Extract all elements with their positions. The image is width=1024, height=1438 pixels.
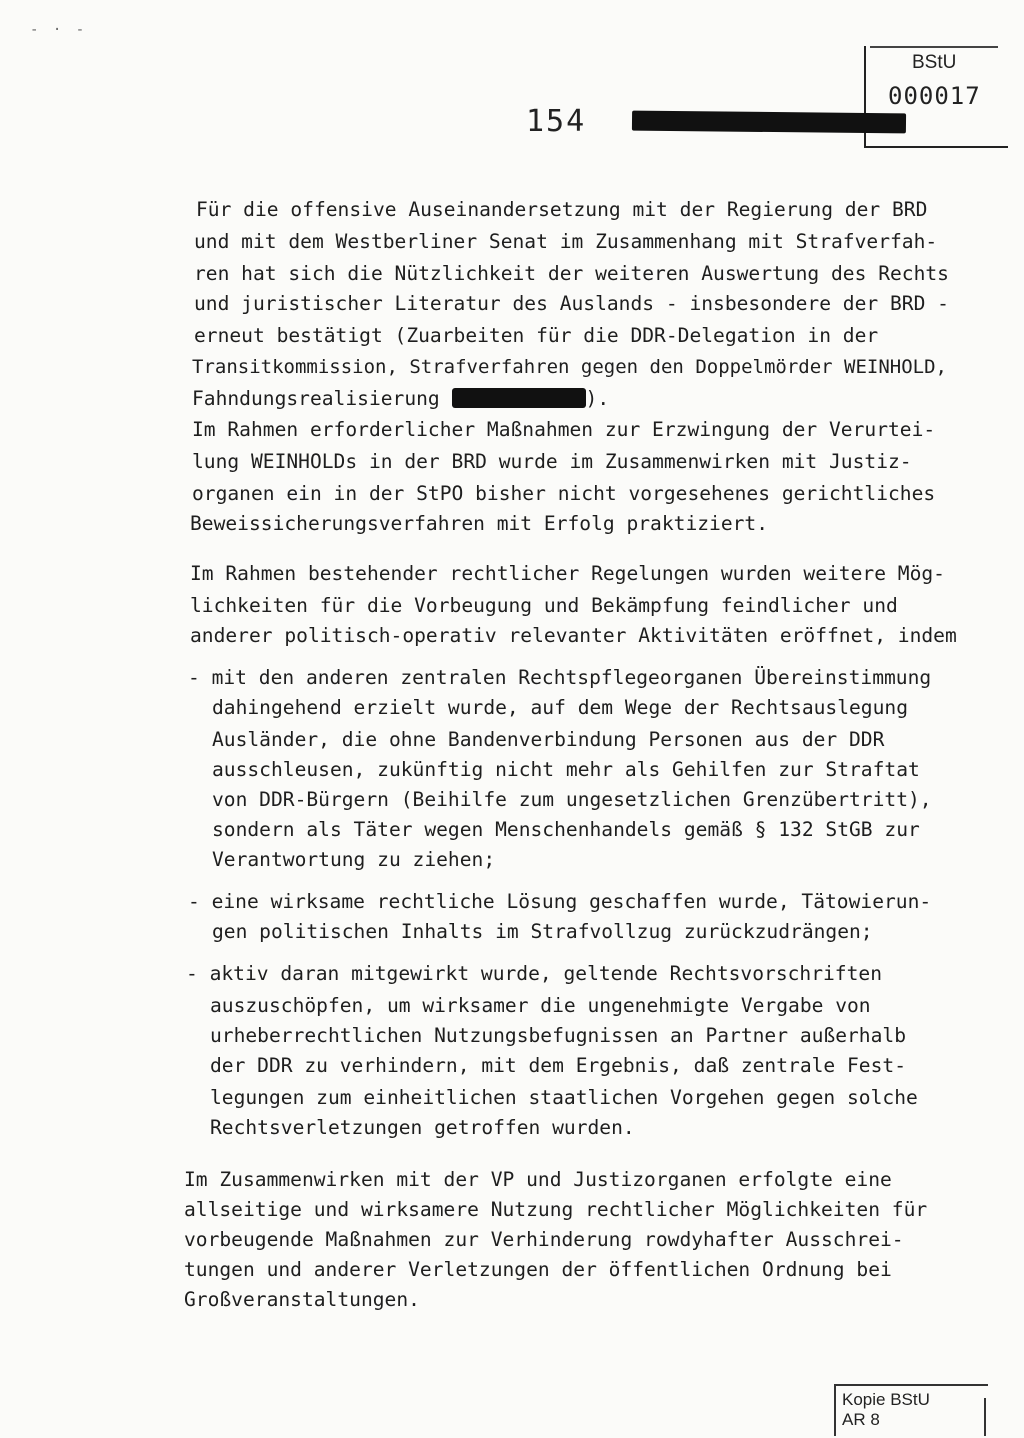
page-number: 154 — [526, 104, 587, 139]
text-line: vorbeugende Maßnahmen zur Verhinderung rowdyhafter Ausschrei- — [184, 1228, 904, 1251]
archive-stamp-number: 000017 — [888, 82, 981, 110]
text-line: allseitige und wirksamere Nutzung rechtlicher Möglichkeiten für — [184, 1198, 928, 1221]
text-line: Ausländer, die ohne Bandenverbindung Personen aus der DDR — [212, 728, 885, 751]
text-line: ausschleusen, zukünftig nicht mehr als Gehilfen zur Straftat — [212, 758, 920, 781]
text-line: Verantwortung zu ziehen; — [212, 848, 496, 871]
text-line: organen ein in der StPO bisher nicht vorgesehenes gerichtliches — [192, 482, 936, 505]
corner-marks: - · - — [30, 22, 88, 38]
text-line: ren hat sich die Nützlichkeit der weiteren Auswertung des Rechts — [194, 262, 949, 285]
text-line: erneut bestätigt (Zuarbeiten für die DDR-Delegation in der — [194, 324, 879, 347]
text-line: lichkeiten für die Vorbeugung und Bekämpfung feindlicher und — [190, 594, 898, 617]
text-line: Großveranstaltungen. — [184, 1288, 420, 1311]
text-line: und juristischer Literatur des Auslands - insbesondere der BRD - — [194, 292, 949, 315]
text-line: von DDR-Bürgern (Beihilfe zum ungesetzlichen Grenzübertritt), — [212, 788, 932, 811]
bullet-line: - eine wirksame rechtliche Lösung geschaffen wurde, Tätowierun- — [188, 890, 932, 913]
text-fragment: ). — [585, 387, 610, 410]
text-line: Rechtsverletzungen getroffen wurden. — [210, 1116, 635, 1139]
text-line: der DDR zu verhindern, mit dem Ergebnis, daß zentrale Fest- — [210, 1054, 906, 1077]
text-line: Im Rahmen erforderlicher Maßnahmen zur Erzwingung der Verurtei- — [192, 418, 936, 441]
text-line: lung WEINHOLDs in der BRD wurde im Zusammenwirken mit Justiz- — [192, 450, 912, 473]
archive-stamp-label: BStU — [912, 52, 957, 73]
text-fragment: Fahndungsrealisierung — [192, 387, 452, 410]
text-line: legungen zum einheitlichen staatlichen Vorgehen gegen solche — [210, 1086, 918, 1109]
text-line: tungen und anderer Verletzungen der öffentlichen Ordnung bei — [184, 1258, 892, 1281]
text-line: Im Zusammenwirken mit der VP und Justizorganen erfolgte eine — [184, 1168, 892, 1191]
bullet-line: - mit den anderen zentralen Rechtspflegeorganen Übereinstimmung — [188, 666, 932, 689]
text-line: Transitkommission, Strafverfahren gegen den Doppelmörder WEINHOLD, — [192, 356, 947, 378]
copy-stamp-label: Kopie BStU — [842, 1390, 930, 1409]
text-line: gen politischen Inhalts im Strafvollzug zurückzudrängen; — [212, 920, 873, 943]
text-line: Für die offensive Auseinandersetzung mit der Regierung der BRD — [196, 198, 928, 221]
text-line: sondern als Täter wegen Menschenhandels gemäß § 132 StGB zur — [212, 818, 920, 841]
text-line: und mit dem Westberliner Senat im Zusammenhang mit Strafverfah- — [194, 230, 938, 253]
text-line: anderer politisch-operativ relevanter Aktivitäten eröffnet, indem — [190, 624, 957, 647]
text-line: auszuschöpfen, um wirksamer die ungenehmigte Vergabe von — [210, 994, 871, 1017]
text-line: Im Rahmen bestehender rechtlicher Regelungen wurden weitere Mög- — [190, 562, 945, 585]
text-line: Beweissicherungsverfahren mit Erfolg praktiziert. — [190, 512, 769, 535]
copy-stamp-ref: AR 8 — [842, 1410, 880, 1429]
text-line — [192, 388, 609, 409]
copy-stamp-bar — [984, 1398, 986, 1436]
redaction-bar-inline — [452, 388, 586, 408]
text-line: dahingehend erzielt wurde, auf dem Wege der Rechtsauslegung — [212, 696, 908, 719]
text-line: urheberrechtlichen Nutzungsbefugnissen an Partner außerhalb — [210, 1024, 906, 1047]
bullet-line: - aktiv daran mitgewirkt wurde, geltende Rechtsvorschriften — [186, 962, 882, 985]
